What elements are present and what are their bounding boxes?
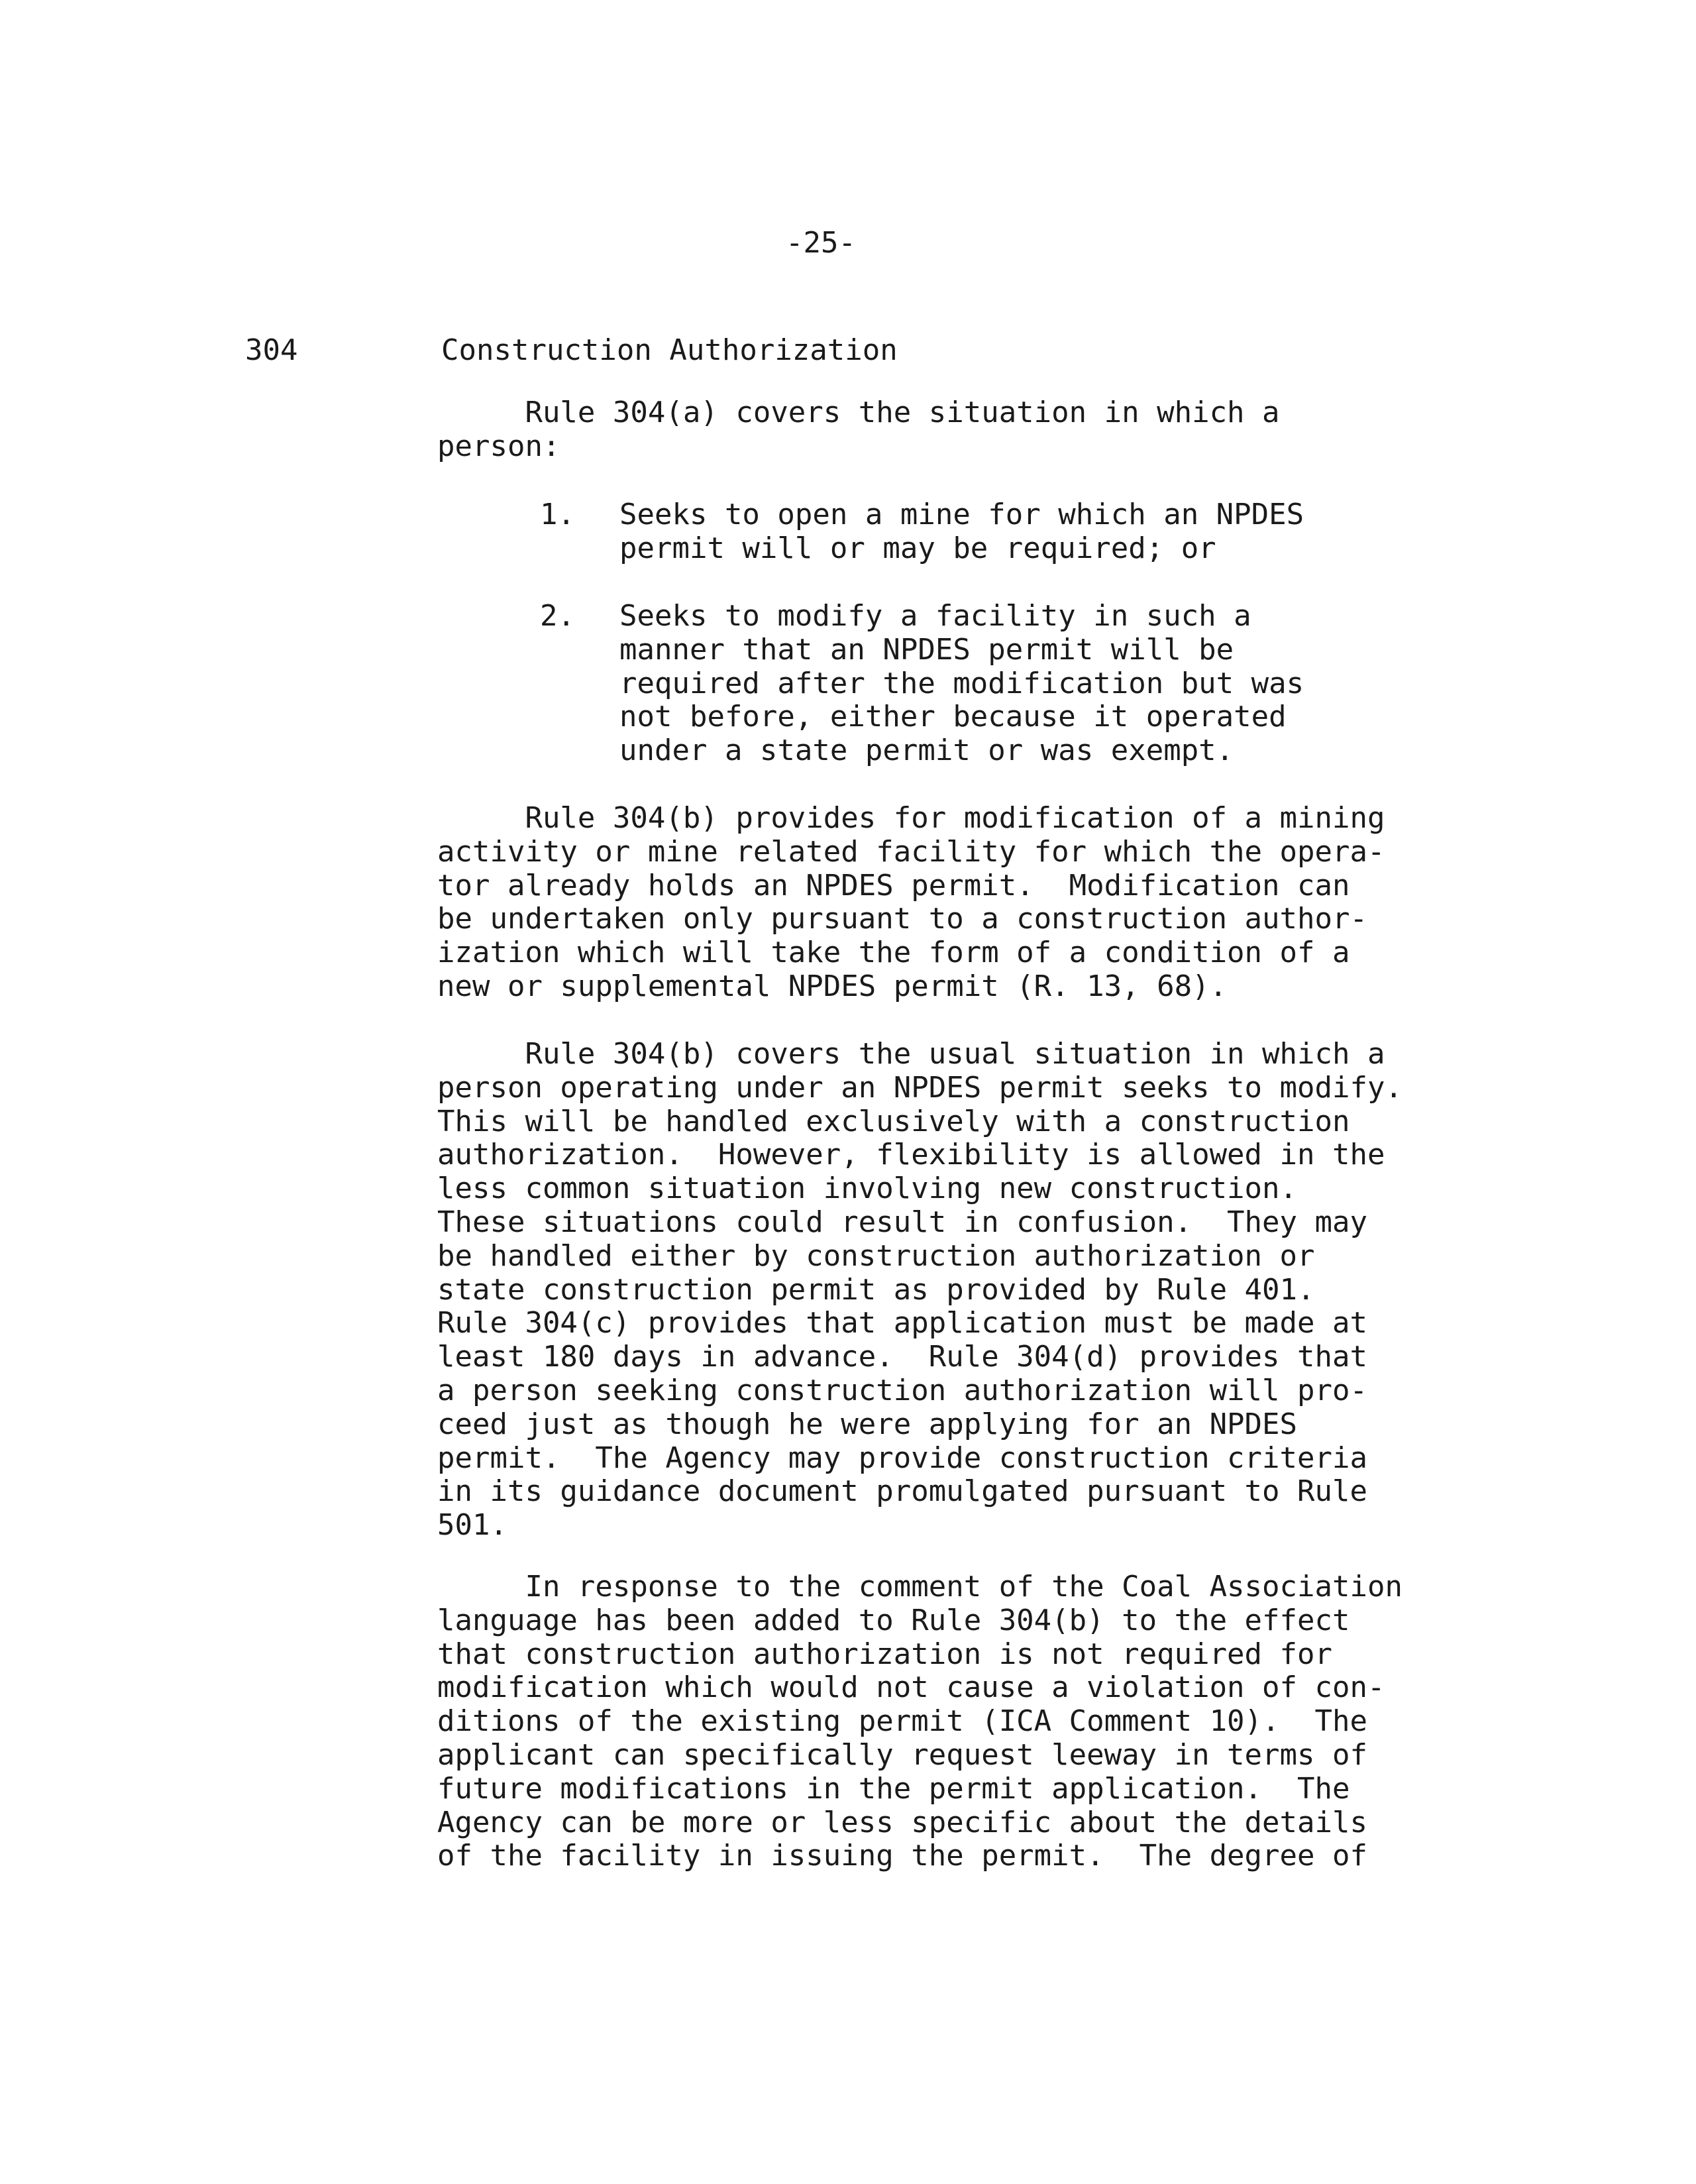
paragraph-line: This will be handled exclusively with a construction bbox=[437, 1104, 1350, 1138]
paragraph-line: Rule 304(b) covers the usual situation in which a bbox=[437, 1037, 1385, 1071]
paragraph-line: ceed just as though he were applying for an NPDES bbox=[437, 1407, 1298, 1441]
paragraph-line: These situations could result in confusion. They may bbox=[437, 1205, 1367, 1239]
paragraph-line: Rule 304(b) provides for modification of a mining bbox=[437, 801, 1385, 835]
paragraph-line: a person seeking construction authorization will pro- bbox=[437, 1373, 1367, 1407]
paragraph-line: be undertaken only pursuant to a construction author- bbox=[437, 902, 1367, 936]
paragraph-coal-association-response bbox=[437, 1570, 1403, 1873]
list-item-line: Seeks to open a mine for which an NPDES bbox=[619, 498, 1304, 531]
paragraph-line: ditions of the existing permit (ICA Comment 10). The bbox=[437, 1704, 1367, 1739]
list-item-line: permit will or may be required; or bbox=[619, 531, 1216, 565]
paragraph-rule-304b-usual-situation bbox=[437, 1038, 1403, 1543]
paragraph-rule-304b-modification bbox=[437, 802, 1385, 1004]
paragraph-line: less common situation involving new construction. bbox=[437, 1172, 1298, 1206]
list-item-line: not before, either because it operated bbox=[619, 700, 1287, 734]
paragraph-line: modification which would not cause a violation of con- bbox=[437, 1670, 1385, 1705]
paragraph-line: ization which will take the form of a condition of a bbox=[437, 936, 1350, 970]
paragraph-line: 501. bbox=[437, 1508, 507, 1543]
paragraph-line: state construction permit as provided by Rule 401. bbox=[437, 1272, 1315, 1307]
list-item-line: Seeks to modify a facility in such a bbox=[619, 599, 1251, 633]
paragraph-line: least 180 days in advance. Rule 304(d) provides that bbox=[437, 1340, 1367, 1374]
list-marker: 2. bbox=[540, 599, 575, 633]
paragraph-line: tor already holds an NPDES permit. Modification can bbox=[437, 868, 1350, 902]
paragraph-line: of the facility in issuing the permit. The degree of bbox=[437, 1839, 1367, 1873]
list-item-body bbox=[619, 498, 1304, 566]
paragraph-line: new or supplemental NPDES permit (R. 13, 68). bbox=[437, 969, 1228, 1003]
list-item-line: manner that an NPDES permit will be bbox=[619, 632, 1234, 667]
paragraph-line: authorization. However, flexibility is allowed in the bbox=[437, 1138, 1385, 1172]
paragraph-line: In response to the comment of the Coal Association bbox=[437, 1570, 1403, 1604]
paragraph-line: Rule 304(a) covers the situation in which a bbox=[437, 396, 1280, 429]
section-title: Construction Authorization bbox=[441, 333, 898, 367]
paragraph-line: be handled either by construction authorization or bbox=[437, 1238, 1315, 1273]
list-item-body bbox=[619, 600, 1304, 768]
paragraph-line: Rule 304(c) provides that application must be made at bbox=[437, 1306, 1367, 1340]
paragraph-line: person operating under an NPDES permit seeks to modify. bbox=[437, 1070, 1403, 1105]
paragraph-line: future modifications in the permit application. The bbox=[437, 1771, 1350, 1806]
paragraph-line: that construction authorization is not required for bbox=[437, 1637, 1333, 1671]
page-number: -25- bbox=[786, 226, 856, 260]
paragraph-line: in its guidance document promulgated pursuant to Rule bbox=[437, 1474, 1367, 1509]
list-item-line: required after the modification but was bbox=[619, 666, 1304, 700]
section-number: 304 bbox=[245, 333, 298, 367]
paragraph-line: person: bbox=[437, 429, 560, 463]
list-item-line: under a state permit or was exempt. bbox=[619, 734, 1234, 768]
list-marker: 1. bbox=[540, 498, 575, 531]
paragraph-line: permit. The Agency may provide construction criteria bbox=[437, 1441, 1367, 1475]
paragraph-line: Agency can be more or less specific about the details bbox=[437, 1805, 1367, 1839]
paragraph-line: activity or mine related facility for which the opera- bbox=[437, 834, 1385, 869]
paragraph-line: applicant can specifically request leeway in terms of bbox=[437, 1737, 1367, 1772]
paragraph-rule-304a-intro bbox=[437, 396, 1280, 464]
paragraph-line: language has been added to Rule 304(b) to the effect bbox=[437, 1603, 1350, 1637]
